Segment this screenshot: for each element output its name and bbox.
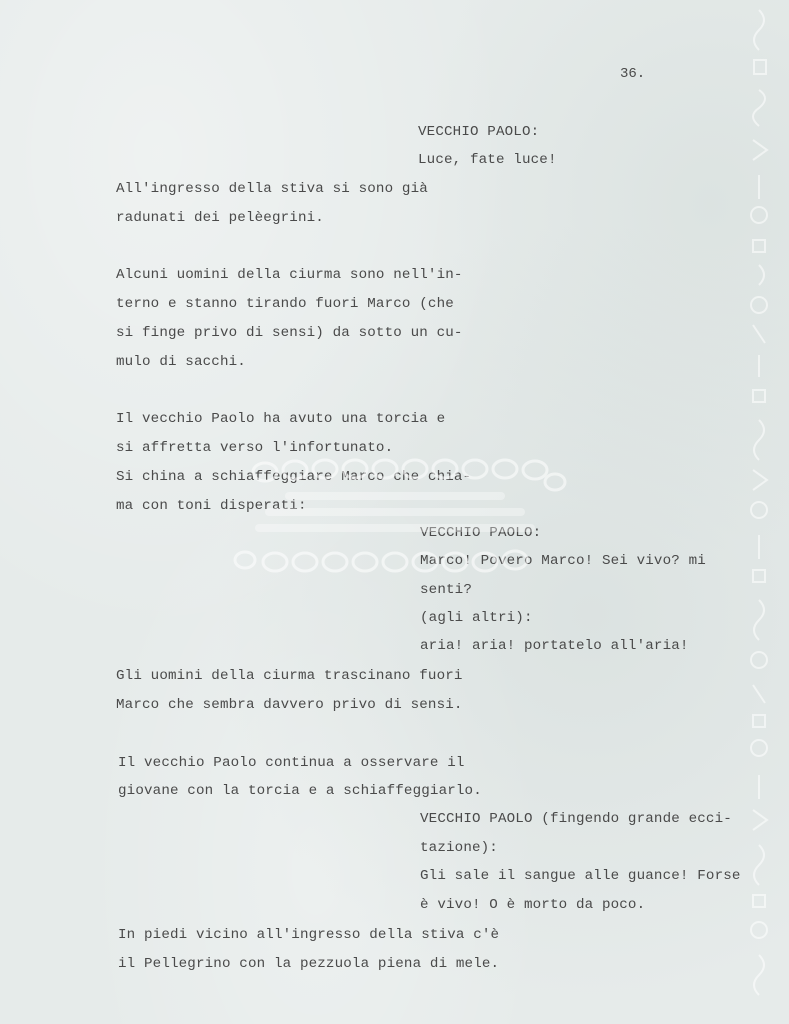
dialogue-line: Marco! Povero Marco! Sei vivo? mi [420, 553, 706, 569]
dialogue-line: aria! aria! portatelo all'aria! [420, 638, 689, 654]
speaker-label: VECCHIO PAOLO (fingendo grande ecci- [420, 811, 732, 827]
narrative-line: giovane con la torcia e a schiaffeggiarlo. [118, 783, 482, 799]
narrative-line: radunati dei pelèegrini. [116, 210, 324, 226]
narrative-line: Marco che sembra davvero privo di sensi. [116, 697, 463, 713]
dialogue-line: senti? [420, 582, 472, 598]
embossed-stamp-watermark [225, 452, 570, 580]
dialogue-line: è vivo! O è morto da poco. [420, 897, 646, 913]
narrative-line: mulo di sacchi. [116, 354, 246, 370]
narrative-line: terno e stanno tirando fuori Marco (che [116, 296, 454, 312]
speaker-label: VECCHIO PAOLO: [420, 525, 542, 541]
edge-watermark [729, 0, 789, 1024]
narrative-line: In piedi vicino all'ingresso della stiva c'è [118, 927, 500, 943]
page-number: 36. [620, 66, 646, 82]
narrative-line: ma con toni disperati: [116, 498, 307, 514]
narrative-line: Il vecchio Paolo ha avuto una torcia e [116, 411, 446, 427]
stage-direction: tazione): [420, 840, 498, 856]
narrative-line: si finge privo di sensi) da sotto un cu- [116, 325, 463, 341]
narrative-line: Gli uomini della ciurma trascinano fuori [116, 668, 463, 684]
speaker-label: VECCHIO PAOLO: [418, 124, 540, 140]
narrative-line: All'ingresso della stiva si sono già [116, 181, 428, 197]
narrative-line: Alcuni uomini della ciurma sono nell'in- [116, 267, 463, 283]
dialogue-line: Gli sale il sangue alle guance! Forse [420, 868, 741, 884]
narrative-line: il Pellegrino con la pezzuola piena di mele. [118, 956, 500, 972]
dialogue-line: Luce, fate luce! [418, 152, 557, 168]
narrative-line: Il vecchio Paolo continua a osservare il [118, 755, 465, 771]
stage-direction: (agli altri): [420, 610, 533, 626]
narrative-line: si affretta verso l'infortunato. [116, 440, 394, 456]
narrative-line: Si china a schiaffeggiare Marco che chia- [116, 469, 472, 485]
